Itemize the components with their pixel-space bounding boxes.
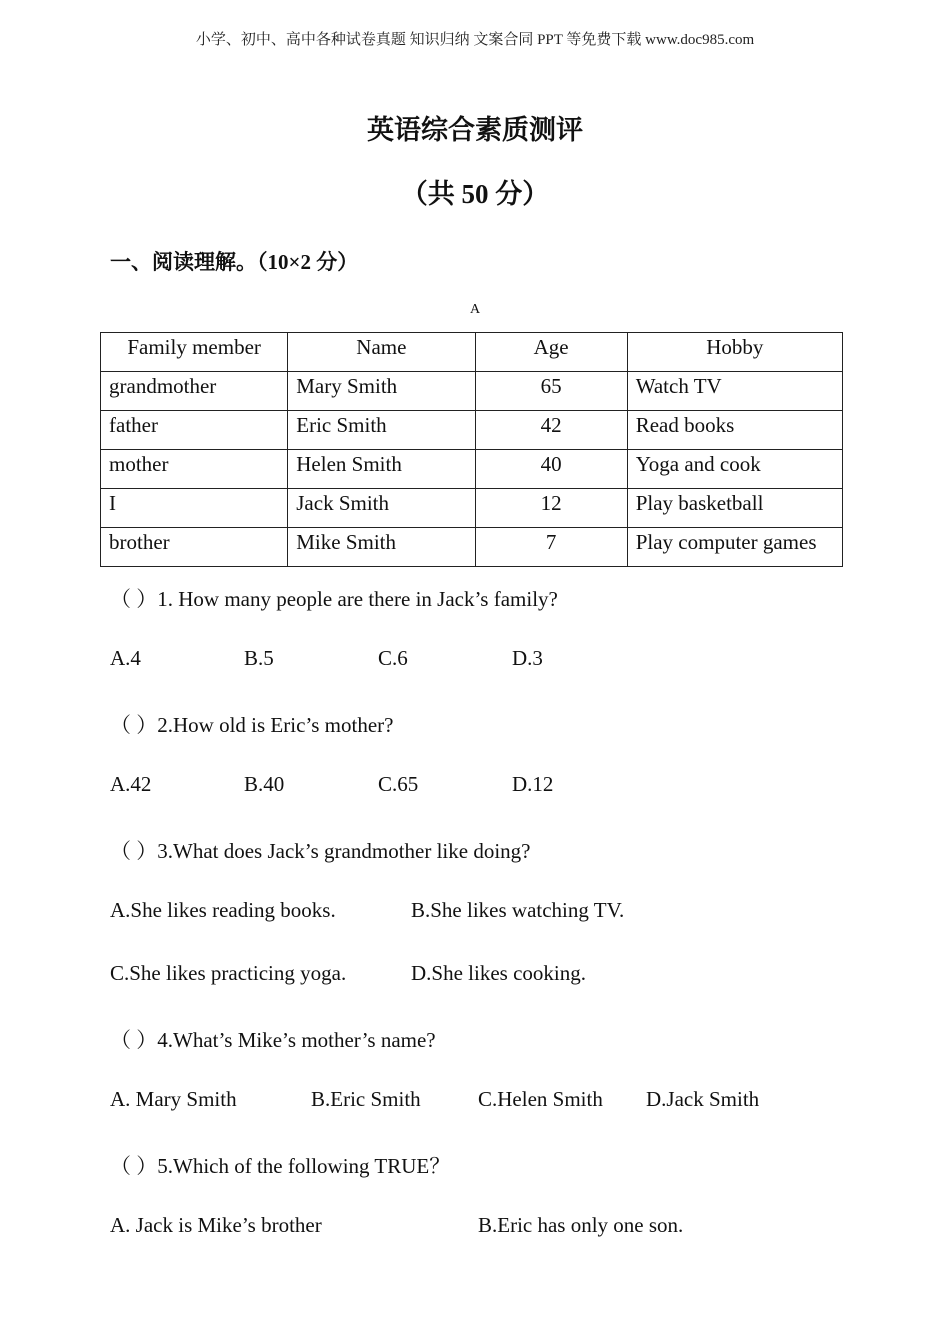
table-cell: Mary Smith [288,372,475,411]
question-3-option-a: A.She likes reading books. [110,898,336,922]
table-row [101,528,843,567]
table-header-cell: Hobby [627,333,842,372]
table-header-cell: Family member [101,333,288,372]
table-cell: Read books [627,411,842,450]
table-header-row [101,333,843,372]
question-1-option-c: C.6 [378,646,408,670]
question-3-option-d: D.She likes cooking. [411,961,586,985]
table-cell: I [101,489,288,528]
table-cell: Jack Smith [288,489,475,528]
table-cell: 65 [475,372,627,411]
table-cell: mother [101,450,288,489]
table-cell: Play basketball [627,489,842,528]
question-1-option-d: D.3 [512,646,543,670]
table-cell: Yoga and cook [627,450,842,489]
table-header-cell: Age [475,333,627,372]
passage-label: A [469,302,481,317]
question-1-option-a: A.4 [110,646,141,670]
question-3-option-c: C.She likes practicing yoga. [110,961,347,985]
question-1-option-b: B.5 [244,646,274,670]
page-header: 小学、初中、高中各种试卷真题 知识归纳 文案合同 PPT 等免费下载 www.doc985.com [195,32,755,48]
question-4-option-d: D.Jack Smith [646,1087,760,1111]
table-cell: 40 [475,450,627,489]
question-2-option-b: B.40 [244,772,285,796]
page-title: 英语综合素质测评 [367,115,583,145]
page-subtitle: （共 50 分） [400,179,550,209]
question-2-stem: （ ）2.How old is Eric’s mother? [110,713,394,737]
table-cell: brother [101,528,288,567]
question-2-option-a: A.42 [110,772,152,796]
table-row [101,411,843,450]
question-2-option-d: D.12 [512,772,554,796]
section-heading: 一、阅读理解。（10×2 分） [110,250,359,274]
table-header-cell: Name [288,333,475,372]
question-4-stem: （ ）4.What’s Mike’s mother’s name? [110,1028,436,1052]
question-3-stem: （ ）3.What does Jack’s grandmother like doing? [110,839,531,863]
table-cell: grandmother [101,372,288,411]
table-cell: 7 [475,528,627,567]
table-cell: Helen Smith [288,450,475,489]
table-row [101,489,843,528]
question-1-stem: （ ）1. How many people are there in Jack’s family? [110,587,558,611]
table-row [101,372,843,411]
question-5-option-a: A. Jack is Mike’s brother [110,1213,322,1237]
table-cell: 12 [475,489,627,528]
table-cell: father [101,411,288,450]
table-cell: Play computer games [627,528,842,567]
question-3-option-b: B.She likes watching TV. [411,898,625,922]
question-2-option-c: C.65 [378,772,419,796]
family-table [100,332,843,567]
question-4-option-b: B.Eric Smith [311,1087,421,1111]
question-5-option-b: B.Eric has only one son. [478,1213,684,1237]
table-row [101,450,843,489]
question-5-stem: （ ）5.Which of the following TRUE？ [110,1154,451,1178]
table-cell: 42 [475,411,627,450]
table-cell: Watch TV [627,372,842,411]
question-4-option-a: A. Mary Smith [110,1087,237,1111]
table-cell: Eric Smith [288,411,475,450]
table-cell: Mike Smith [288,528,475,567]
question-4-option-c: C.Helen Smith [478,1087,603,1111]
